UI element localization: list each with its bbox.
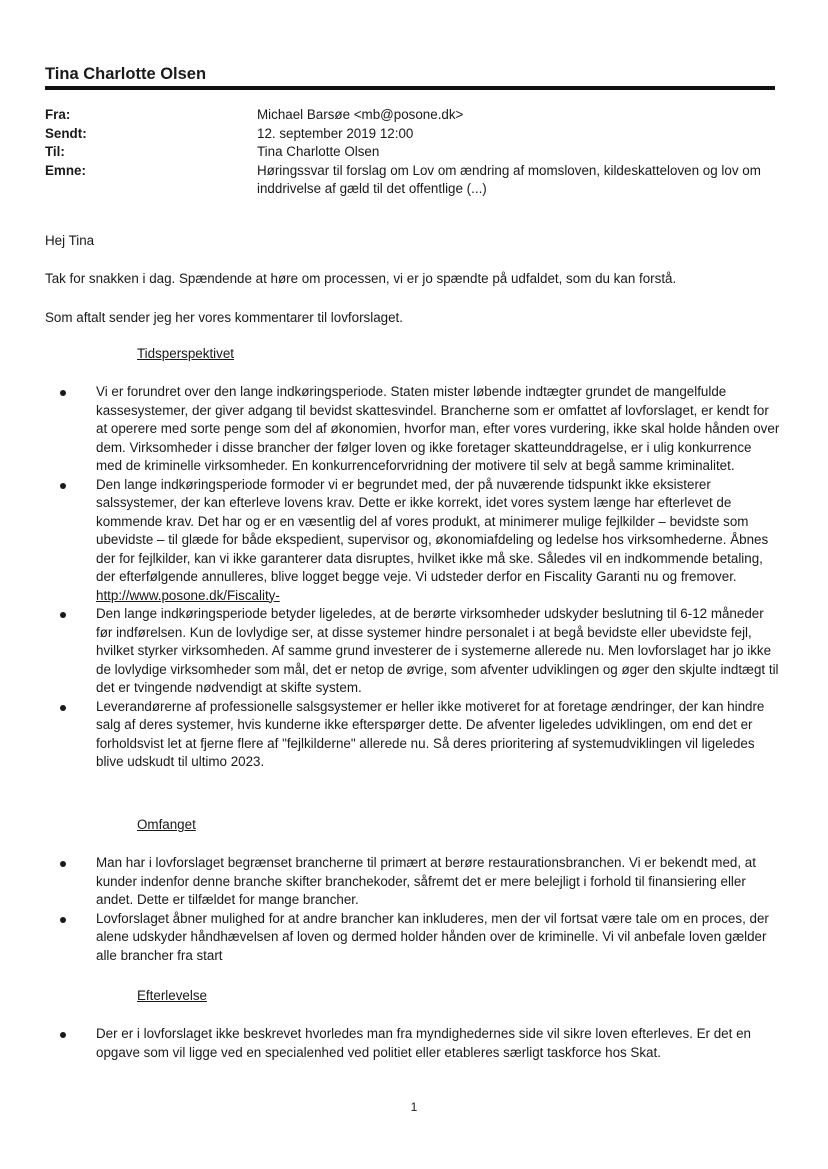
intro-paragraph: Tak for snakken i dag. Spændende at høre om processen, vi er jo spændte på udfaldet, som du kan forstå.	[45, 271, 677, 286]
from-label: Fra:	[45, 107, 71, 122]
list-item-text: Den lange indkøringsperiode betyder ligeledes, at de berørte virksomheder udskyder beslutning til 6-12 måneder før indførelsen. Kun de lovlydige ser, at disse systemer hindre personalet i at begå bevidste eller ubevidste fejl, hvilket styrker virksomheden. Af samme grund investerer de i systemerne allerede nu. Men lovforslaget har jo ikke de lovlydige virksomheder som mål, det er netop de øvrige, som afventer udviklingen og øger den skjulte indtægt til det er tvingende nødvendigt at skifte system.	[96, 606, 779, 695]
from-row	[45, 106, 775, 125]
subject-label: Emne:	[45, 162, 86, 178]
bullet-icon	[60, 1032, 66, 1038]
subject-row	[45, 162, 775, 199]
list-item-text: Man har i lovforslaget begrænset brancherne til primært at berøre restaurationsbranchen. Vi er bekendt med, at kunder indenfor denne branche skifter branchekoder, såfremt det er mere belejligt i forhold til finansiering eller andet. Dette er tilfældet for mange brancher.	[96, 855, 756, 907]
section-heading-compliance: Efterlevelse	[137, 988, 207, 1003]
scope-bullet-list	[60, 854, 780, 965]
mailbox-owner-name: Tina Charlotte Olsen	[45, 65, 207, 83]
bullet-icon	[60, 612, 66, 618]
compliance-bullet-list	[60, 1025, 780, 1062]
sent-label: Sendt:	[45, 125, 87, 141]
list-item	[60, 1025, 780, 1062]
greeting: Hej Tina	[45, 233, 95, 248]
intro-paragraph-2: Som aftalt sender jeg her vores kommentarer til lovforslaget.	[45, 310, 403, 325]
section-heading-scope: Omfanget	[137, 817, 196, 832]
page-number: 1	[410, 1100, 418, 1114]
bullet-icon	[60, 861, 66, 867]
to-value: Tina Charlotte Olsen	[257, 144, 380, 159]
to-row	[45, 143, 775, 162]
list-item	[60, 383, 780, 476]
bullet-icon	[60, 705, 66, 711]
to-label: Til:	[45, 144, 65, 159]
list-item	[60, 476, 780, 606]
bullet-icon	[60, 917, 66, 923]
sent-row	[45, 125, 775, 144]
bullet-icon	[60, 390, 66, 396]
list-item	[60, 854, 780, 910]
list-item-text: Lovforslaget åbner mulighed for at andre brancher kan inkluderes, men der vil fortsat være tale om en proces, der alene udskyder håndhævelsen af loven og dermed holder hånden over de kriminelle. Vi vil anbefale loven gælder alle brancher fra start	[96, 910, 769, 963]
list-item-text: Vi er forundret over den lange indkøringsperiode. Staten mister løbende indtægter grundet de mangelfulde kassesystemer, der giver adgang til bevidst skattesvindel. Brancherne som er omfattet af lovforslaget, er kendt for at operere med sorte penge som del af økonomien, hvorfor man, efter vores vurdering, ikke skal holde hånden over dem. Virksomheder i disse brancher der følger loven og ikke foretager skatteunddragelse, er i ulig konkurrence med de kriminelle virksomheder. En konkurrenceforvridning der motivere til selv at begå samme kriminalitet.	[96, 384, 780, 473]
email-header	[45, 106, 775, 199]
fiscality-link[interactable]: http://www.posone.dk/Fiscality-	[96, 587, 280, 603]
list-item	[60, 698, 780, 772]
timeline-bullet-list	[60, 383, 780, 772]
list-item-text: Leverandørerne af professionelle salsgsystemer er heller ikke motiveret for at foretage ændringer, der kan hindre salg af deres systemer, hvis kunderne ikke efterspørger dette. De afventer ligeledes udviklingen, om end det er forholdsvist let at fjerne flere af "fejlkilderne" allerede nu. Så deres prioritering af systemudviklingen vil ligeledes blive udskudt til ultimo 2023.	[96, 698, 765, 769]
sent-value: 12. september 2019 12:00	[257, 125, 414, 141]
subject-value: Høringssvar til forslag om Lov om ændring af momsloven, kildeskatteloven og lov om inddrivelse af gæld til det offentlige (...)	[257, 162, 761, 196]
section-heading-timeline: Tidsperspektivet	[137, 346, 234, 361]
list-item	[60, 605, 780, 698]
list-item-text: Der er i lovforslaget ikke beskrevet hvorledes man fra myndighedernes side vil sikre loven efterleves. Er det en opgave som vil ligge ved en specialenhed ved politiet eller etableres særligt taskforce hos Skat.	[96, 1026, 751, 1060]
bullet-icon	[60, 483, 66, 489]
list-item	[60, 910, 780, 966]
list-item-text: Den lange indkøringsperiode formoder vi er begrundet med, der på nuværende tidspunkt ikke eksisterer salssystemer, der kan efterleve lovens krav. Dette er ikke korrekt, idet vores system længe har efterlevet de kommende krav. Det har og er en væsentlig del af vores produkt, at minimerer mulige fejlkilder – bevidste som ubevidste – til glæde for både ekspedient, supervisor og, økonomiafdeling og ledelse hos virksomhederne. Åbnes der for fejlkilder, kan vi ikke garanterer data disruptes, hvilket ikke må ske. Således vil en indkommende betaling, der efterfølgende annulleres, blive logget begge veje. Vi udsteder derfor en Fiscality Garanti nu og fremover.	[96, 476, 769, 584]
header-divider	[45, 86, 775, 90]
from-value: Michael Barsøe <mb@posone.dk>	[257, 107, 464, 122]
